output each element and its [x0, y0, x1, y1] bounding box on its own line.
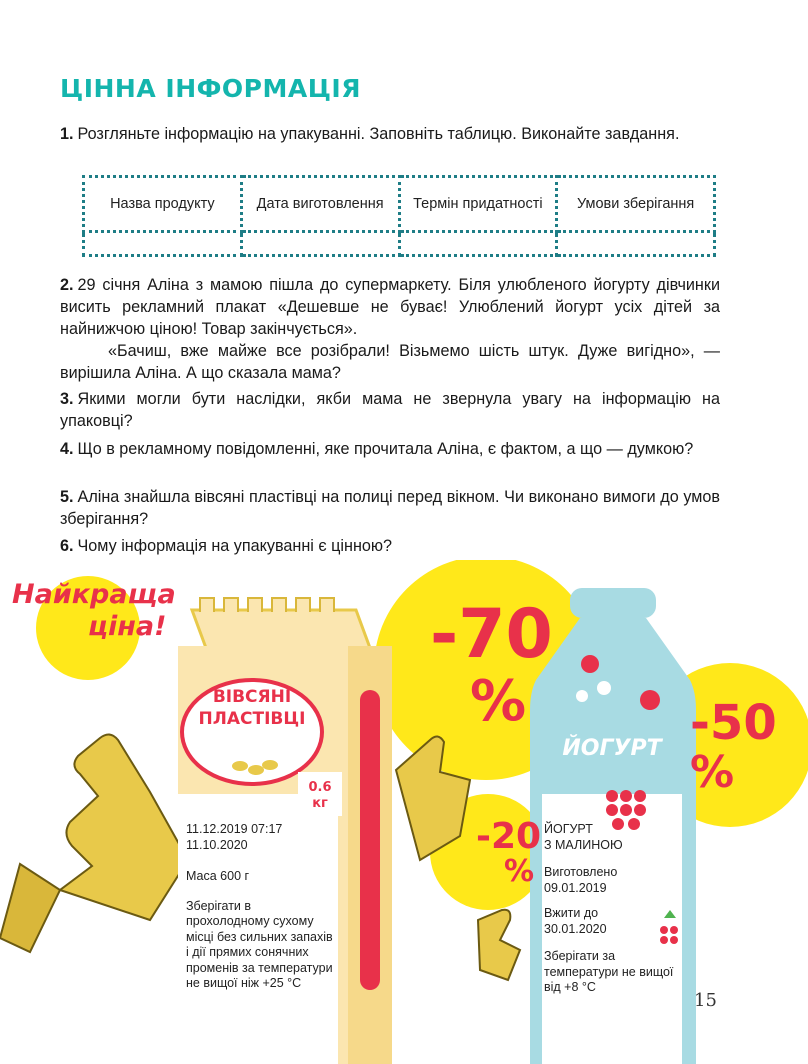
- task-text: Чому інформація на упакуванні є цінною?: [77, 537, 393, 555]
- discount-percent: %: [470, 669, 527, 734]
- discount-percent: %: [504, 854, 535, 889]
- yogurt-use-date: 30.01.2020: [544, 921, 607, 936]
- task-number: 2.: [60, 276, 74, 294]
- oats-mass: Маса 600 г: [186, 869, 250, 883]
- packaging-illustration: [0, 560, 808, 1064]
- promo-label: Найкраща: [12, 579, 176, 610]
- task-1: [60, 123, 720, 145]
- yogurt-name: ЙОГУРТ: [544, 822, 593, 836]
- page-title: ЦІННА ІНФОРМАЦІЯ: [60, 74, 361, 103]
- table-cell-empty[interactable]: [241, 232, 399, 256]
- yogurt-use-label: Вжити до: [544, 906, 599, 920]
- task-number: 3.: [60, 390, 74, 408]
- oats-name-line: ВІВСЯНІ: [212, 687, 292, 707]
- yogurt-made-label: Виготовлено: [544, 865, 618, 879]
- task-4: [60, 438, 720, 460]
- discount-percent: %: [690, 747, 735, 798]
- yogurt-label: [544, 822, 680, 996]
- task-number: 5.: [60, 488, 74, 506]
- task-text: Аліна знайшла вівсяні пластівці на полиці перед вікном. Чи виконано вимоги до умов зберігання?: [60, 488, 720, 528]
- pointing-hand-icon: [0, 734, 188, 952]
- yogurt-storage: Зберігати за температури не вищої від +8 °С: [544, 949, 674, 994]
- oats-date-expiry: 11.10.2020: [186, 837, 248, 852]
- pointing-hand-icon: [478, 910, 520, 980]
- task-text: Якими могли бути наслідки, якби мама не звернула увагу на інформацію на упаковці?: [60, 390, 720, 430]
- task-number: 6.: [60, 537, 74, 555]
- yogurt-name: З МАЛИНОЮ: [544, 837, 623, 852]
- table-header-made: Дата виготовлення: [241, 177, 399, 232]
- weight-value: 0.6: [308, 780, 332, 795]
- task-text: Що в рекламному повідомленні, яке прочитала Аліна, є фактом, а що — думкою?: [77, 440, 694, 458]
- task-number: 1.: [60, 125, 74, 143]
- discount-50: -50: [690, 695, 777, 751]
- yogurt-made-date: 09.01.2019: [544, 880, 607, 895]
- promo-label: ціна!: [88, 611, 167, 642]
- table-cell-empty[interactable]: [399, 232, 557, 256]
- task-3: [60, 388, 720, 432]
- task-6: [60, 535, 720, 557]
- table-header-expiry: Термін придатності: [399, 177, 557, 232]
- task-2: [60, 274, 720, 384]
- oats-name-line: ПЛАСТІВЦІ: [198, 709, 306, 729]
- task-5: [60, 486, 720, 530]
- info-table: [82, 175, 716, 257]
- task-text-continued: «Бачиш, вже майже все розібрали! Візьмемо шість штук. Дуже вигідно», — вирішила Аліна. А що сказала мама?: [60, 342, 720, 382]
- table-header-product: Назва продукту: [84, 177, 242, 232]
- oats-label: [186, 822, 336, 992]
- page-number: 15: [694, 990, 717, 1011]
- table-cell-empty[interactable]: [557, 232, 715, 256]
- weight-unit: кг: [312, 796, 328, 811]
- task-text: Розгляньте інформацію на упакуванні. Заповніть таблицю. Виконайте завдання.: [77, 125, 680, 143]
- task-text: 29 січня Аліна з мамою пішла до супермаркету. Біля улюбленого йогурту дівчинки висить рекламний плакат «Дешевше не буває! Улюблений йогурт усіх дітей за найнижчою ціною! Товар закінчується».: [60, 276, 720, 338]
- oats-date-made: 11.12.2019 07:17: [186, 822, 283, 836]
- discount-20: -20: [476, 816, 542, 857]
- table-cell-empty[interactable]: [84, 232, 242, 256]
- oats-weight: [298, 780, 342, 812]
- oats-brand: [196, 686, 308, 730]
- oats-storage: Зберігати в прохолодному сухому місці без сильних запахів і дії прямих сонячних променів за температури не вищої ніж +25 °С: [186, 898, 333, 990]
- yogurt-brand: ЙОГУРТ: [562, 736, 662, 761]
- discount-70: -70: [430, 595, 553, 674]
- table-header-storage: Умови зберігання: [557, 177, 715, 232]
- task-number: 4.: [60, 440, 74, 458]
